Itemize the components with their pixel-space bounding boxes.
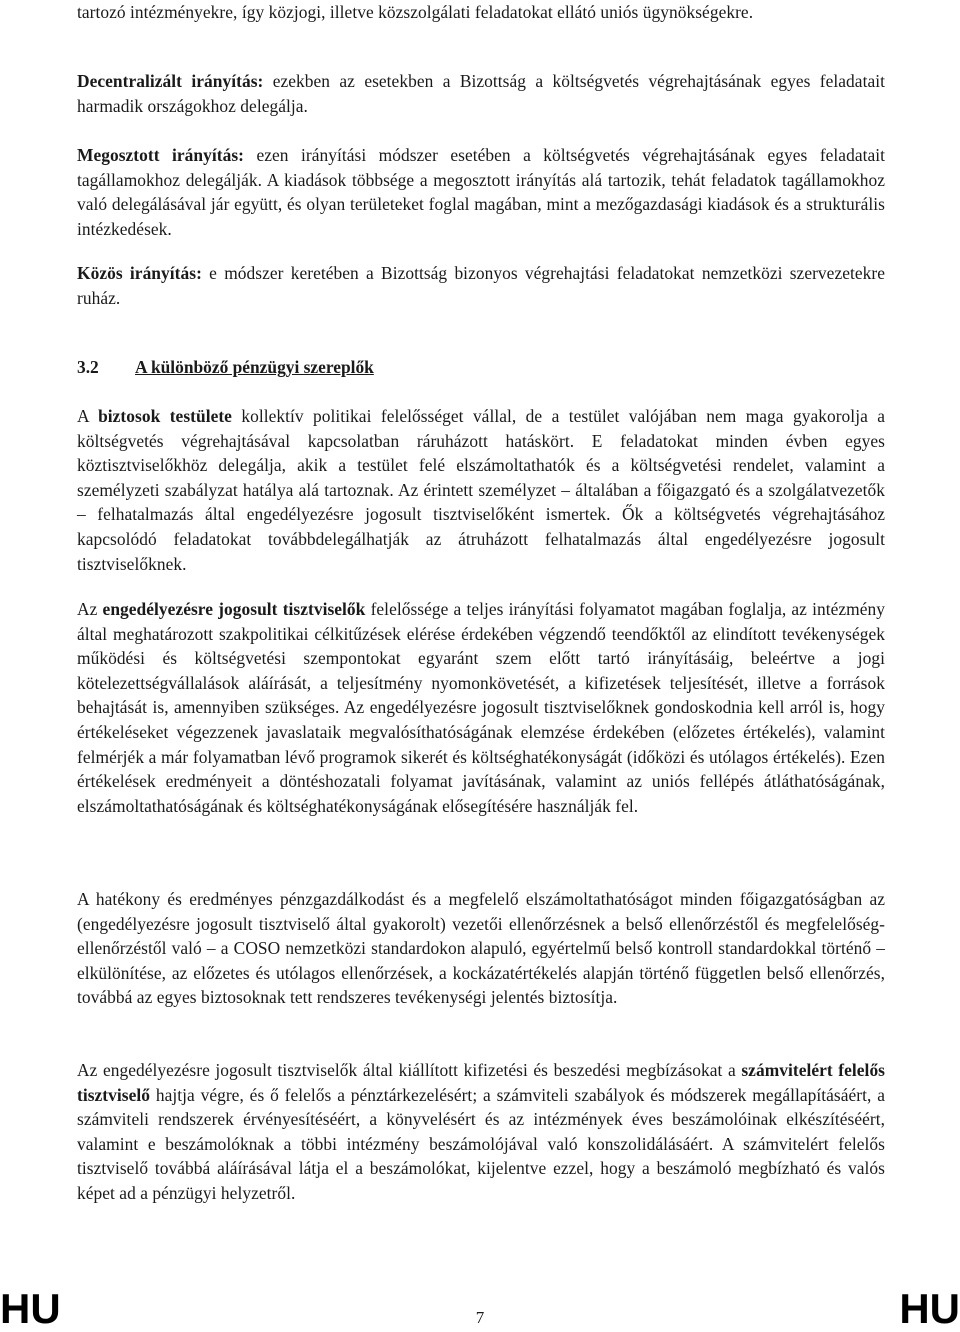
paragraph-text: ezekben az esetekben a Bizottság a költségvetés végrehajtásának egyes feladatait harmadik országokhoz delegálja. (77, 71, 885, 116)
term-accounting-officer: számvitelért felelős tisztviselő (77, 1060, 886, 1105)
paragraph-joint (77, 261, 885, 310)
term-college: biztosok testülete (98, 406, 232, 426)
section-title: A különböző pénzügyi szereplők (135, 357, 374, 377)
paragraph-authorising-officers (77, 597, 885, 818)
term-authorising-officers: engedélyezésre jogosult tisztviselők (102, 599, 366, 619)
paragraph-lead: Az engedélyezésre jogosult tisztviselők által kiállított kifizetési és beszedési megbízásokat a (77, 1060, 742, 1080)
term-joint: Közös irányítás: (77, 263, 202, 283)
paragraph-text: hajtja végre, és ő felelős a pénztárkezelésért; a számviteli szabályok és módszerek megállapításáért, a számviteli rendszerek érvényesítéséért, a könyvelésért és az intézmények éves beszámolóinak elkészítéséért, valamint e beszámolóknak a többi intézmény beszámolójával való konszolidálásáért. A számvitelért felelős tisztviselő továbbá aláírásával látja el a beszámolókat, kijelentve ezzel, hogy a beszámoló megbízható és valós képet ad a pénzügyi helyzetről. (77, 1084, 885, 1203)
paragraph-continuation (77, 0, 753, 25)
footer-language-right: HU (899, 1285, 960, 1332)
paragraph-decentralized (77, 69, 885, 118)
paragraph-text: ezen irányítási módszer esetében a költségvetés végrehajtásának egyes feladatait tagállamokhoz delegálják. A kiadások többsége a megosztott irányítás alá tartozik, tehát feladatok tagállamokhoz való delegálásával jár együtt, és olyan területeket foglal magában, mint a mezőgazdasági kiadások és a strukturális intézkedések. (77, 145, 886, 239)
paragraph-text: tartozó intézményekre, így közjogi, illetve közszolgálati feladatokat ellátó uniós ügynökségekre. (77, 2, 754, 22)
paragraph-text: A hatékony és eredményes pénzgazdálkodást és a megfelelő elszámoltathatóságot minden főigazgatóságban az (engedélyezésre jogosult tisztviselő által gyakorolt) vezetői ellenőrzésnek a belső ellenőrzéstől és megfelelőség-ellenőrzéstől való – a COSO nemzetközi standardokon alapuló, egyértelmű belső kontroll standardokkal történő – elkülönítése, az előzetes és utólagos ellenőrzések, a kockázatértékelés alapján történő független belső ellenőrzés, továbbá az egyes biztosoknak tett rendszeres tevékenységi jelentés biztosítja. (77, 889, 885, 1008)
footer-language-left: HU (0, 1285, 61, 1332)
paragraph-text: kollektív politikai felelősséget vállal, de a testület valójában nem maga gyakorolja a költségvetés végrehajtásával kapcsolatban ráruházott hatáskört. E feladatokat minden évben egyes köztisztviselőkhöz delegálja, akik a testület felé elszámoltathatók és a költségvetési rendelet, valamint a személyzeti szabályzat hatálya alá tartoznak. Az érintett személyzet – általában a főigazgató és a szolgálatvezetők – felhatalmazás által engedélyezésre jogosult tisztviselőként ismertek. Ők a költségvetés végrehajtásához kapcsolódó feladatokat továbbdelegálhatják az átruházott felhatalmazás által engedélyezésre jogosult tisztviselőknek. (77, 406, 886, 574)
paragraph-lead: A (77, 406, 99, 426)
paragraph-shared (77, 143, 885, 241)
paragraph-lead: Az (77, 599, 103, 619)
section-heading (77, 357, 374, 378)
page-number: 7 (475, 1308, 485, 1327)
paragraph-text: e módszer keretében a Bizottság bizonyos végrehajtási feladatokat nemzetközi szervezetekre ruház. (77, 263, 885, 308)
paragraph-financial-management (77, 887, 885, 1010)
term-decentralized: Decentralizált irányítás: (77, 71, 264, 91)
paragraph-accounting-officer (77, 1058, 885, 1206)
term-shared: Megosztott irányítás: (77, 145, 245, 165)
paragraph-commissioners (77, 404, 885, 576)
paragraph-text: felelőssége a teljes irányítási folyamatot magában foglalja, az intézmény által meghatározott szakpolitikai célkitűzések elérése érdekében végzendő teendőktől az elindított tevékenységek működési és költségvetési szempontokat egyaránt szem előtt tartó irányításáig, beleértve a jogi kötelezettségvállalások aláírását, a teljesítmény nyomonkövetését, a kifizetések teljesítését, illetve a források behajtását is, amennyiben szükséges. Az engedélyezésre jogosult tisztviselőknek gondoskodnia kell arról is, hogy értékeléseket végezzenek javaslataik megvalósíthatóságának elemzése érdekében (előzetes értékelés), valamint felmérjék a már folyamatban lévő programok sikerét és költséghatékonyságát (időközi és utólagos értékelés). Ezen értékelések eredményeit a döntéshozatali folyamat javításának, valamint az uniós fellépés átláthatóságának, elszámoltathatóságának és költséghatékonyságának elősegítésére használják fel. (77, 599, 885, 816)
section-number: 3.2 (77, 357, 99, 377)
